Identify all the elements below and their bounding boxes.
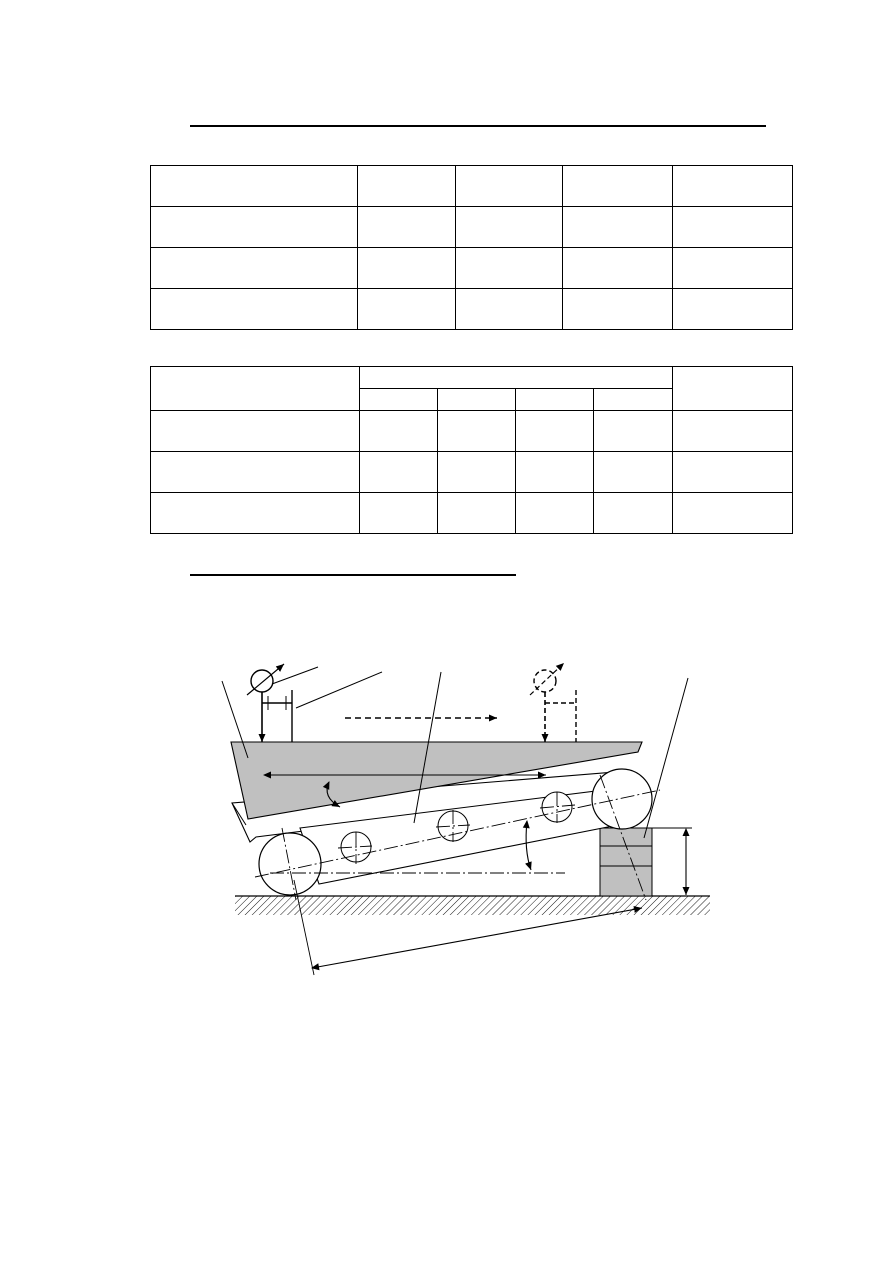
table-cell: [456, 248, 563, 289]
table-cell: [360, 411, 438, 452]
table-cell: [358, 166, 456, 207]
sine-roller-left: [259, 833, 321, 895]
table-2-row: [151, 493, 793, 534]
table-cell: [456, 289, 563, 330]
table-2-subheader: [594, 389, 673, 411]
heading-underline-1: [190, 125, 766, 127]
table-2-header-last: [673, 367, 793, 411]
table-cell: [673, 207, 793, 248]
table-cell: [456, 166, 563, 207]
table-2-header-row: [151, 367, 793, 389]
table-cell: [151, 452, 360, 493]
table-cell: [673, 452, 793, 493]
table-cell: [516, 411, 594, 452]
table-cell: [151, 493, 360, 534]
table-cell: [456, 207, 563, 248]
table-cell: [151, 289, 358, 330]
table-cell: [563, 166, 673, 207]
table-cell: [358, 289, 456, 330]
table-1: [150, 165, 793, 330]
table-cell: [673, 493, 793, 534]
table-cell: [594, 493, 673, 534]
table-2-row: [151, 411, 793, 452]
table-cell: [673, 289, 793, 330]
table-1-row: [151, 248, 793, 289]
table-cell: [594, 452, 673, 493]
table-2-subheader: [438, 389, 516, 411]
table-cell: [594, 411, 673, 452]
table-cell: [151, 248, 358, 289]
table-cell: [673, 166, 793, 207]
table-cell: [438, 493, 516, 534]
table-2-header-group: [360, 367, 673, 389]
extension-line: [294, 880, 314, 975]
surface-plate: [235, 896, 710, 915]
table-cell: [673, 248, 793, 289]
table-cell: [516, 452, 594, 493]
heading-underline-2: [190, 574, 516, 576]
table-cell: [563, 289, 673, 330]
dial-indicator-icon: [247, 664, 292, 742]
table-cell: [358, 207, 456, 248]
inclined-fixture-diagram: [0, 640, 893, 1000]
table-cell: [438, 411, 516, 452]
table-2-subheader: [516, 389, 594, 411]
table-1-row: [151, 166, 793, 207]
dial-indicator-moved-icon: [530, 663, 576, 742]
table-cell: [673, 411, 793, 452]
table-cell: [438, 452, 516, 493]
table-2: [150, 366, 793, 534]
table-cell: [151, 166, 358, 207]
table-2-header-label: [151, 367, 360, 411]
table-cell: [151, 411, 360, 452]
table-1-row: [151, 207, 793, 248]
table-cell: [358, 248, 456, 289]
gauge-height-dimension: [652, 828, 692, 896]
table-cell: [360, 452, 438, 493]
gauge-block-stack: [600, 828, 652, 896]
table-cell: [563, 248, 673, 289]
table-cell: [151, 207, 358, 248]
table-1-row: [151, 289, 793, 330]
table-cell: [360, 493, 438, 534]
table-2-row: [151, 452, 793, 493]
table-cell: [516, 493, 594, 534]
roller-center-distance: [312, 908, 642, 968]
table-cell: [563, 207, 673, 248]
table-2-subheader: [360, 389, 438, 411]
